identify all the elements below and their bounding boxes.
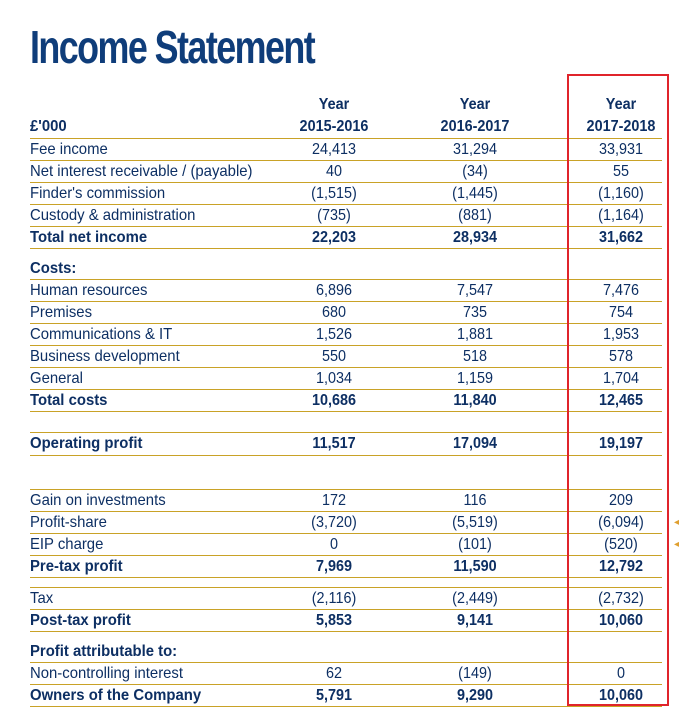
- row-value-col2: 1,159: [456, 370, 494, 387]
- row-value-col1: 5,853: [315, 612, 353, 629]
- row-label: Profit-share: [30, 514, 107, 531]
- row-label: Communications & IT: [30, 326, 173, 343]
- col2-header-year: Year: [459, 96, 491, 113]
- row-value-col2: (34): [462, 163, 488, 180]
- row-label: Human resources: [30, 282, 148, 299]
- row-value-col2: 11,840: [453, 392, 497, 409]
- row-value-col2: (5,519): [452, 514, 498, 531]
- row-value-col1: 62: [325, 665, 343, 682]
- row-label: Operating profit: [30, 435, 143, 452]
- row-label: Post-tax profit: [30, 612, 131, 629]
- row-value-col3: 33,931: [598, 141, 644, 158]
- row-value-col3: 7,476: [602, 282, 640, 299]
- row-value-col3: 578: [608, 348, 634, 365]
- row-label: Tax: [30, 590, 54, 607]
- col3-header-period: 2017-2018: [586, 118, 656, 135]
- row-value-col3: (6,094): [598, 514, 644, 531]
- row-value-col1: 680: [321, 304, 347, 321]
- row-value-col2: (1,445): [452, 185, 498, 202]
- row-value-col1: 1,034: [315, 370, 353, 387]
- row-value-col2: 11,590: [453, 558, 497, 575]
- row-label: Gain on investments: [30, 492, 166, 509]
- row-value-col3: (520): [604, 536, 638, 553]
- row-value-col1: (1,515): [311, 185, 357, 202]
- row-value-col2: 7,547: [456, 282, 494, 299]
- row-label: Net interest receivable / (payable): [30, 163, 253, 180]
- row-value-col3: 0: [616, 665, 626, 682]
- row-value-col2: (2,449): [452, 590, 498, 607]
- row-value-col3: 1,953: [602, 326, 640, 343]
- row-label: Non-controlling interest: [30, 665, 184, 682]
- row-value-col1: (735): [317, 207, 351, 224]
- row-value-col3: 12,465: [598, 392, 644, 409]
- col3-header-year: Year: [605, 96, 637, 113]
- highlight-box: [567, 74, 669, 706]
- row-value-col3: 12,792: [598, 558, 644, 575]
- row-value-col2: (149): [458, 665, 492, 682]
- row-value-col1: 5,791: [315, 687, 353, 704]
- row-value-col3: 209: [608, 492, 634, 509]
- row-value-col2: 9,290: [456, 687, 494, 704]
- row-value-col3: 1,704: [602, 370, 640, 387]
- row-value-col2: 1,881: [456, 326, 494, 343]
- arrow-marker-icon: ◂: [674, 539, 680, 550]
- row-value-col3: 10,060: [598, 612, 644, 629]
- row-value-col2: 116: [463, 492, 487, 509]
- row-value-col1: [280, 258, 388, 280]
- row-label: Pre-tax profit: [30, 558, 123, 575]
- row-value-col2: (881): [458, 207, 492, 224]
- row-value-col1: 40: [325, 163, 343, 180]
- row-value-col1: 6,896: [315, 282, 353, 299]
- row-value-col1: 1,526: [315, 326, 353, 343]
- row-value-col2: [421, 641, 529, 663]
- row-value-col3: (1,160): [598, 185, 644, 202]
- row-value-col1: 172: [321, 492, 347, 509]
- page-title: Income Statement: [30, 21, 315, 73]
- row-value-col1: 10,686: [311, 392, 357, 409]
- row-label: General: [30, 370, 83, 387]
- row-label: Total net income: [30, 229, 148, 246]
- col1-header-year: Year: [318, 96, 350, 113]
- row-label: Profit attributable to:: [30, 643, 178, 660]
- row-value-col3: 10,060: [598, 687, 644, 704]
- row-value-col3: 754: [608, 304, 634, 321]
- row-value-col2: 31,294: [452, 141, 498, 158]
- row-value-col1: 24,413: [311, 141, 357, 158]
- row-value-col2: 17,094: [452, 435, 498, 452]
- col2-header-period: 2016-2017: [440, 118, 510, 135]
- row-value-col1: 7,969: [315, 558, 353, 575]
- row-label: Fee income: [30, 141, 108, 158]
- row-value-col3: 55: [612, 163, 630, 180]
- row-label: Owners of the Company: [30, 687, 202, 704]
- row-value-col1: 550: [321, 348, 347, 365]
- row-value-col1: [280, 641, 388, 663]
- row-value-col2: 735: [462, 304, 488, 321]
- row-value-col1: (2,116): [311, 590, 357, 607]
- unit-label: £'000: [30, 118, 67, 135]
- row-value-col2: 518: [462, 348, 488, 365]
- row-label: Custody & administration: [30, 207, 196, 224]
- row-label: Business development: [30, 348, 180, 365]
- row-value-col1: 22,203: [311, 229, 357, 246]
- row-value-col2: [421, 258, 529, 280]
- arrow-marker-icon: ◂: [674, 517, 680, 528]
- row-value-col2: 9,141: [456, 612, 494, 629]
- row-label: Premises: [30, 304, 93, 321]
- row-label: EIP charge: [30, 536, 104, 553]
- row-value-col1: (3,720): [311, 514, 357, 531]
- row-value-col1: 0: [329, 536, 339, 553]
- row-value-col2: (101): [458, 536, 492, 553]
- row-label: Finder's commission: [30, 185, 166, 202]
- row-value-col2: 28,934: [452, 229, 498, 246]
- row-label: Total costs: [30, 392, 108, 409]
- row-label: Costs:: [30, 260, 77, 277]
- row-value-col3: (2,732): [598, 590, 644, 607]
- row-value-col3: (1,164): [598, 207, 644, 224]
- row-value-col3: 19,197: [598, 435, 644, 452]
- row-value-col3: 31,662: [598, 229, 644, 246]
- row-value-col1: 11,517: [312, 435, 356, 452]
- col1-header-period: 2015-2016: [299, 118, 369, 135]
